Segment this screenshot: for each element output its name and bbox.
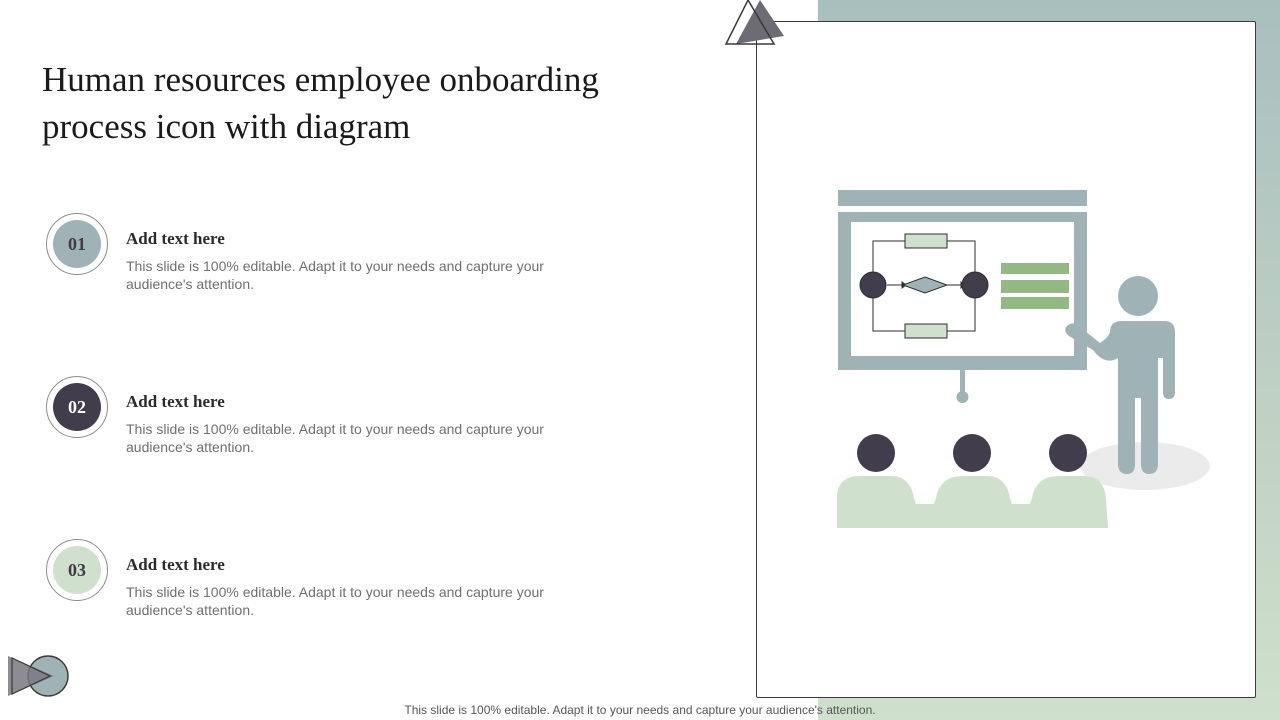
flow-node (860, 272, 886, 298)
step-number: 03 (53, 546, 101, 594)
text-bars (1001, 263, 1069, 309)
item-description: This slide is 100% editable. Adapt it to your needs and capture your audience's attention. (126, 421, 544, 455)
play-icon (4, 652, 74, 700)
item-description: This slide is 100% editable. Adapt it to your needs and capture your audience's attention. (126, 258, 544, 292)
list-item (46, 213, 606, 292)
item-description: This slide is 100% editable. Adapt it to your needs and capture your audience's attention. (126, 584, 544, 618)
flow-box (905, 324, 947, 338)
step-number: 02 (53, 383, 101, 431)
step-badge (46, 376, 108, 438)
item-heading: Add text here (126, 229, 225, 248)
list-item (46, 376, 606, 455)
presentation-board-icon (830, 180, 1220, 540)
list-item (46, 539, 606, 618)
item-heading: Add text here (126, 392, 225, 411)
step-badge (46, 213, 108, 275)
flow-box (905, 234, 947, 248)
item-heading: Add text here (126, 555, 225, 574)
flow-node (962, 272, 988, 298)
triangle-decoration-top (722, 0, 792, 50)
step-badge (46, 539, 108, 601)
audience (837, 434, 1108, 528)
step-number: 01 (53, 220, 101, 268)
footer-note: This slide is 100% editable. Adapt it to your needs and capture your audience's attention. (404, 703, 876, 717)
page-title: Human resources employee onboarding process icon with diagram (42, 60, 599, 146)
